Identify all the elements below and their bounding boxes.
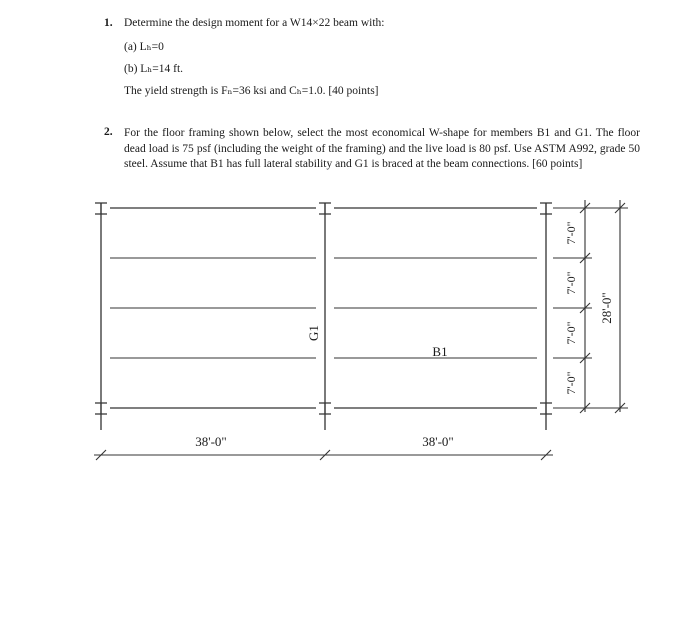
span-right-dimension: 38'-0" <box>422 434 454 449</box>
spacing-dimension-4: 7'-0" <box>564 371 578 395</box>
spacing-dimension-1: 7'-0" <box>564 221 578 245</box>
q2-number: 2. <box>104 126 113 138</box>
spacing-dimension-3: 7'-0" <box>564 321 578 345</box>
spacing-dimension-2: 7'-0" <box>564 271 578 295</box>
q1-part-a: (a) Lₕ=0 <box>124 41 164 53</box>
intermediate-beams <box>110 258 537 358</box>
q1-part-b: (b) Lₕ=14 ft. <box>124 63 184 75</box>
q2-text: For the floor framing shown below, select the most economical W-shape for members B1 and G1. The floor dead load is 75 psf (including the weight of the framing) and the live load is 80 psf. Use ASTM A992, grade 50 steel. Assume that B1 has full lateral stability and G1 is braced at the beam connections. [60 points] <box>124 127 640 170</box>
q1-given: The yield strength is Fₙ=36 ksi and Cₕ=1.0. [40 points] <box>124 85 379 97</box>
label-g1: G1 <box>306 325 321 341</box>
label-b1: B1 <box>432 344 448 359</box>
total-depth-dimension: 28'-0" <box>599 292 614 324</box>
span-left-dimension: 38'-0" <box>195 434 227 449</box>
q1-number: 1. <box>104 17 113 29</box>
q1-prompt: Determine the design moment for a W14×22 beam with: <box>124 17 385 29</box>
